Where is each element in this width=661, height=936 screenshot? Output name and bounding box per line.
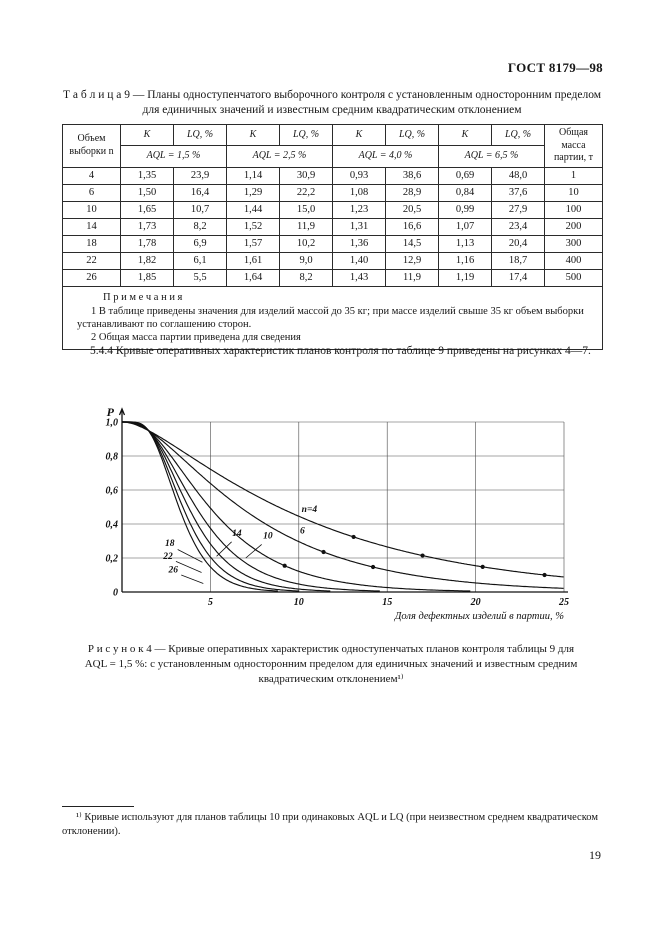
table-cell: 1,40 (333, 252, 386, 269)
chart-axes (120, 409, 569, 592)
svg-text:1,0: 1,0 (105, 417, 118, 429)
x-axis-label: Доля дефектных изделий в партии, % (394, 611, 564, 622)
table-cell: 1,82 (121, 252, 174, 269)
table-cell: 1,08 (333, 184, 386, 201)
table-caption (62, 88, 602, 118)
table-row (63, 167, 603, 184)
table-cell: 8,2 (174, 218, 227, 235)
col-header-sample-size: Объем выборки n (63, 125, 121, 168)
table-cell: 1,29 (227, 184, 280, 201)
table-cell: 37,6 (492, 184, 545, 201)
col-header-lq-2: LQ, % (280, 125, 333, 146)
svg-text:0,4: 0,4 (105, 519, 118, 531)
table-cell: 0,93 (333, 167, 386, 184)
table-cell: 1,07 (439, 218, 492, 235)
svg-text:0,2: 0,2 (105, 553, 118, 565)
footnote-text: ¹⁾ Кривые используют для планов таблицы 10 при одинаковых AQL и LQ (при неизвестном среднем квадратическом отклонении). (62, 812, 598, 837)
table-cell: 0,84 (439, 184, 492, 201)
svg-text:25: 25 (559, 597, 569, 608)
figure-4-chart (92, 404, 572, 628)
table-cell: 5,5 (174, 269, 227, 286)
table-header (63, 125, 603, 168)
table-notes-cell (63, 286, 603, 350)
col-header-k-3: K (333, 125, 386, 146)
figure-caption: Р и с у н о к 4 — Кривые оперативных характеристик одноступенчатых планов контроля таблицы 9 для AQL = 1,5 %: с установленным односторонним пределом для единичных значений и известным средним квадратическим отклонением¹⁾ (84, 643, 578, 685)
oc-curve-6 (122, 422, 563, 588)
sampling-plans-table (62, 124, 603, 350)
table-cell: 1,50 (121, 184, 174, 201)
oc-curve-14 (122, 422, 379, 591)
table-caption-text: Т а б л и ц а 9 — Планы одноступенчатого выборочного контроля с установленным односторонним пределом для единичных значений и известным средним квадратическим отклонением (62, 89, 602, 116)
table-cell: 38,6 (386, 167, 439, 184)
table-cell: 1,78 (121, 235, 174, 252)
oc-curves-svg (92, 404, 572, 628)
aql-group-3: AQL = 4,0 % (333, 146, 439, 167)
table-cell: 1,43 (333, 269, 386, 286)
table-cell: 1,19 (439, 269, 492, 286)
page-number: 19 (589, 848, 601, 862)
table-row (63, 218, 603, 235)
table-cell: 10,7 (174, 201, 227, 218)
svg-text:26: 26 (168, 565, 179, 576)
table-cell: 0,69 (439, 167, 492, 184)
svg-text:6: 6 (299, 526, 305, 537)
footnote-rule-line (62, 806, 134, 807)
note-1: 1 В таблице приведены значения для изделий массой до 35 кг; при массе изделий свыше 35 кг объем выборки устанавливают по соглашению сторон. (77, 305, 584, 330)
table-cell: 10,2 (280, 235, 333, 252)
table-row (63, 235, 603, 252)
table-cell: 500 (545, 269, 603, 286)
svg-text:5: 5 (207, 597, 213, 608)
svg-text:10: 10 (263, 531, 273, 542)
table-cell: 1,35 (121, 167, 174, 184)
col-header-lq-3: LQ, % (386, 125, 439, 146)
y-axis-label: P (106, 405, 114, 419)
svg-text:14: 14 (232, 528, 242, 539)
table-cell: 20,4 (492, 235, 545, 252)
col-header-k-2: K (227, 125, 280, 146)
table-notes-row (63, 286, 603, 350)
table-cell: 6,9 (174, 235, 227, 252)
aql-group-2: AQL = 2,5 % (227, 146, 333, 167)
svg-text:18: 18 (164, 539, 175, 550)
table-cell: 30,9 (280, 167, 333, 184)
table-cell: 1,73 (121, 218, 174, 235)
table-cell: 15,0 (280, 201, 333, 218)
table-cell: 1,57 (227, 235, 280, 252)
table-cell: 1,31 (333, 218, 386, 235)
oc-curve-18 (122, 422, 330, 591)
table-cell: 400 (545, 252, 603, 269)
table-cell: 10 (545, 184, 603, 201)
col-header-lq-4: LQ, % (492, 125, 545, 146)
svg-text:22: 22 (163, 551, 173, 562)
table-cell: 1,23 (333, 201, 386, 218)
table-cell: 1,13 (439, 235, 492, 252)
oc-curve-n=4 (122, 422, 563, 577)
doc-number: ГОСТ 8179—98 (507, 60, 603, 75)
table-cell: 1,52 (227, 218, 280, 235)
svg-text:20: 20 (470, 597, 481, 608)
table-cell: 26 (63, 269, 121, 286)
svg-text:n=4: n=4 (301, 505, 318, 516)
table-cell: 1,65 (121, 201, 174, 218)
table-cell: 11,9 (386, 269, 439, 286)
table-cell: 23,9 (174, 167, 227, 184)
table-body (63, 167, 603, 286)
table-cell: 8,2 (280, 269, 333, 286)
paragraph-5-4-4: 5.4.4 Кривые оперативных характеристик планов контроля по таблице 9 приведены на рисунках 4—7. (90, 345, 591, 357)
table-row (63, 252, 603, 269)
oc-curve-26 (122, 422, 278, 591)
table-cell: 4 (63, 167, 121, 184)
table-row (63, 201, 603, 218)
table-cell: 1,16 (439, 252, 492, 269)
svg-text:0: 0 (113, 587, 118, 599)
table-cell: 6,1 (174, 252, 227, 269)
table-cell: 1,36 (333, 235, 386, 252)
table-notes (63, 286, 603, 350)
table-header-row-1 (63, 125, 603, 146)
table-cell: 17,4 (492, 269, 545, 286)
table-cell: 11,9 (280, 218, 333, 235)
col-header-k-4: K (439, 125, 492, 146)
table-cell: 1,61 (227, 252, 280, 269)
svg-text:15: 15 (382, 597, 393, 608)
table-cell: 14 (63, 218, 121, 235)
table-cell: 1,85 (121, 269, 174, 286)
col-header-k-1: K (121, 125, 174, 146)
table-cell: 18,7 (492, 252, 545, 269)
table-cell: 100 (545, 201, 603, 218)
table-cell: 18 (63, 235, 121, 252)
col-header-lq-1: LQ, % (174, 125, 227, 146)
table-cell: 16,4 (174, 184, 227, 201)
svg-text:0,6: 0,6 (105, 485, 118, 497)
table-cell: 0,99 (439, 201, 492, 218)
table-row (63, 184, 603, 201)
table-cell: 200 (545, 218, 603, 235)
table-cell: 23,4 (492, 218, 545, 235)
table-cell: 1,44 (227, 201, 280, 218)
table-cell: 300 (545, 235, 603, 252)
table-cell: 12,9 (386, 252, 439, 269)
table-cell: 10 (63, 201, 121, 218)
table-cell: 1,64 (227, 269, 280, 286)
svg-text:10: 10 (293, 597, 304, 608)
table-cell: 28,9 (386, 184, 439, 201)
table-cell: 22,2 (280, 184, 333, 201)
col-header-mass: Общая масса партии, т (545, 125, 603, 168)
table-cell: 16,6 (386, 218, 439, 235)
table-cell: 27,9 (492, 201, 545, 218)
table-cell: 1,14 (227, 167, 280, 184)
svg-text:0,8: 0,8 (105, 451, 118, 463)
table-cell: 9,0 (280, 252, 333, 269)
table-cell: 1 (545, 167, 603, 184)
table-cell: 20,5 (386, 201, 439, 218)
footnote (62, 806, 607, 838)
table-cell: 48,0 (492, 167, 545, 184)
table-row (63, 269, 603, 286)
table-cell: 6 (63, 184, 121, 201)
notes-title: П р и м е ч а н и я (103, 291, 183, 303)
aql-group-1: AQL = 1,5 % (121, 146, 227, 167)
table-cell: 22 (63, 252, 121, 269)
oc-curves (122, 422, 563, 591)
table-header-row-2 (63, 146, 603, 167)
note-2: 2 Общая масса партии приведена для сведения (91, 331, 301, 343)
oc-curve-22 (122, 422, 299, 591)
aql-group-4: AQL = 6,5 % (439, 146, 545, 167)
table-cell: 14,5 (386, 235, 439, 252)
